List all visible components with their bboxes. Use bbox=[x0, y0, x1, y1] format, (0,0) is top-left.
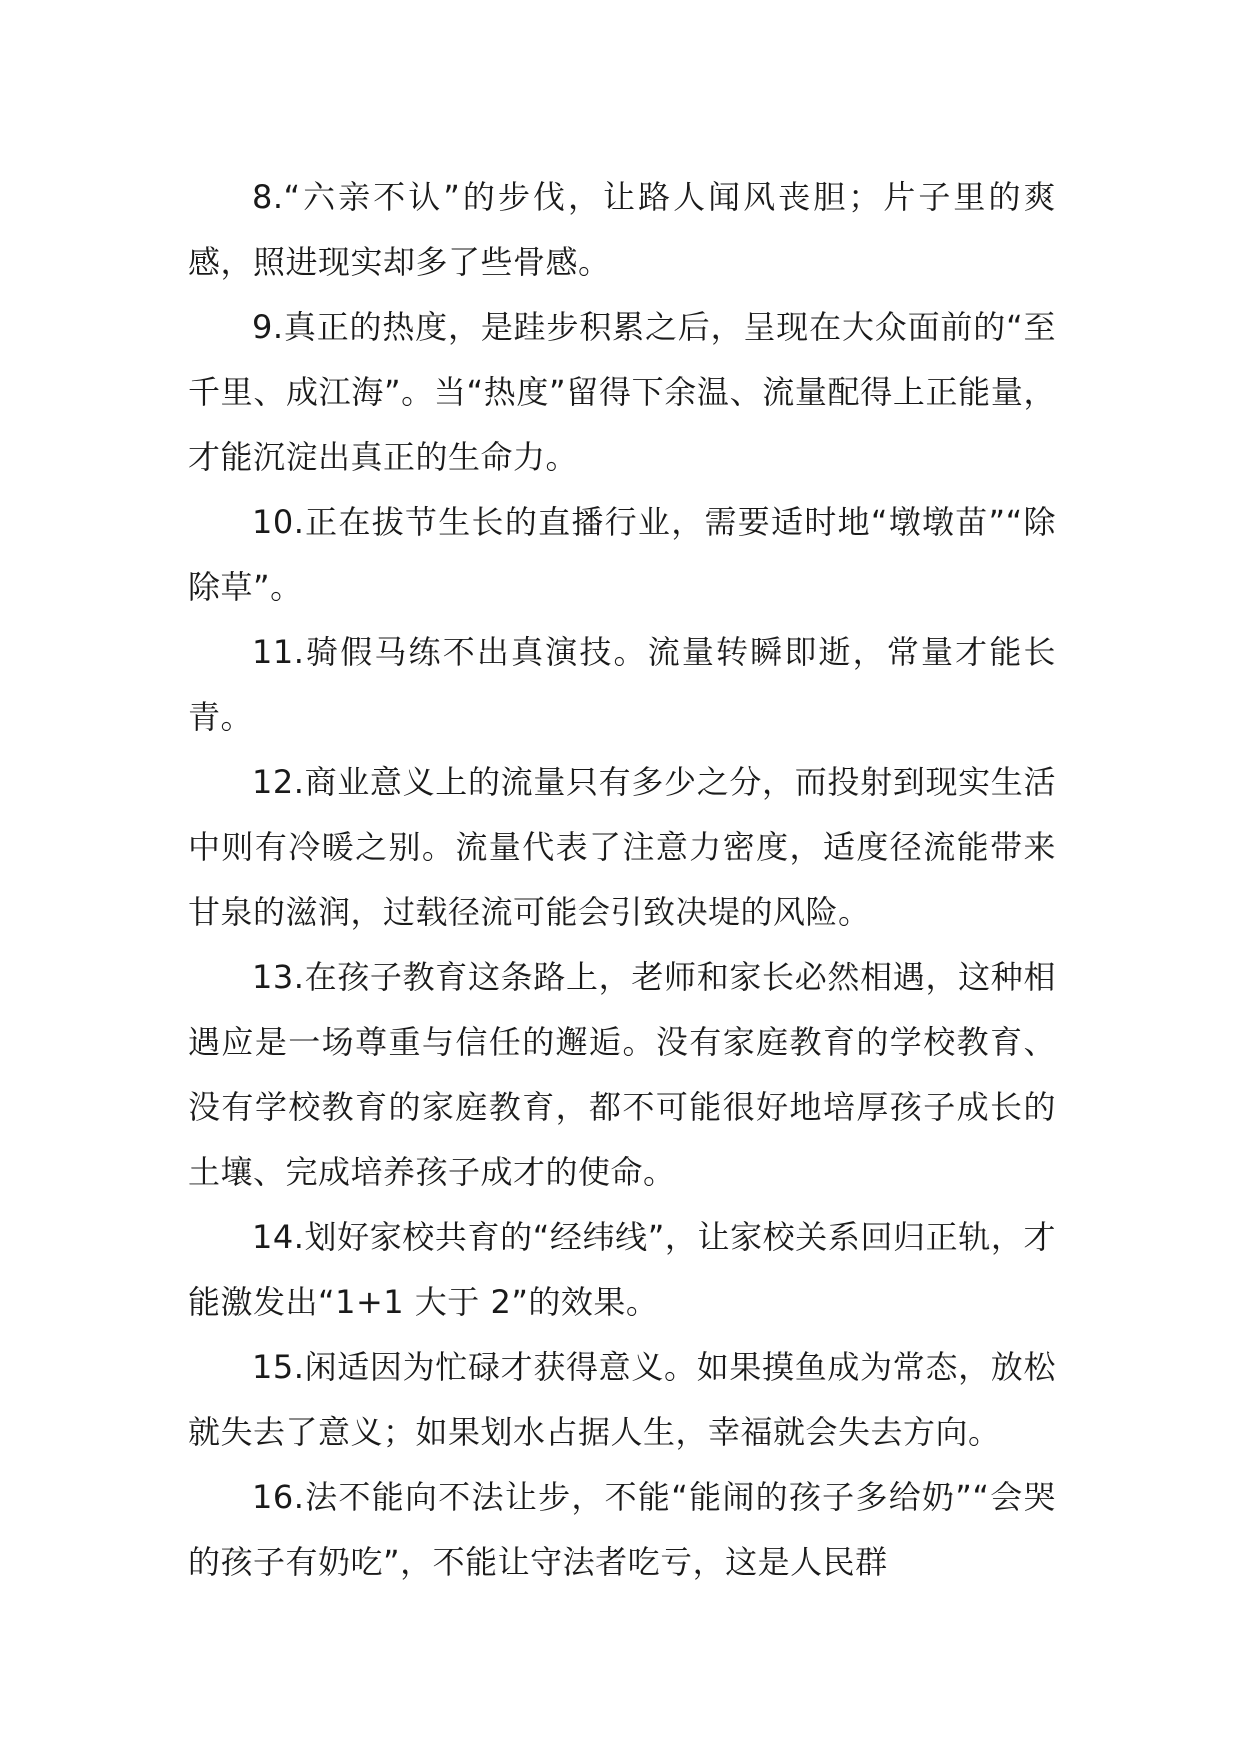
document-body bbox=[188, 165, 1056, 1595]
paragraph-12: 12.商业意义上的流量只有多少之分，而投射到现实生活中则有冷暖之别。流量代表了注意力密度，适度径流能带来甘泉的滋润，过载径流可能会引致决堤的风险。 bbox=[188, 763, 1056, 931]
paragraph-16: 16.法不能向不法让步，不能“能闹的孩子多给奶”“会哭的孩子有奶吃”，不能让守法者吃亏，这是人民群 bbox=[188, 1478, 1056, 1581]
paragraph-9: 9.真正的热度，是跬步积累之后，呈现在大众面前的“至千里、成江海”。当“热度”留得下余温、流量配得上正能量，才能沉淀出真正的生命力。 bbox=[188, 308, 1056, 476]
paragraph-13: 13.在孩子教育这条路上，老师和家长必然相遇，这种相遇应是一场尊重与信任的邂逅。没有家庭教育的学校教育、没有学校教育的家庭教育，都不可能很好地培厚孩子成长的土壤、完成培养孩子成才的使命。 bbox=[188, 958, 1056, 1191]
paragraph-8: 8.“六亲不认”的步伐，让路人闻风丧胆；片子里的爽感，照进现实却多了些骨感。 bbox=[188, 178, 1056, 281]
paragraph-11: 11.骑假马练不出真演技。流量转瞬即逝，常量才能长青。 bbox=[188, 633, 1056, 736]
paragraph-15: 15.闲适因为忙碌才获得意义。如果摸鱼成为常态，放松就失去了意义；如果划水占据人生，幸福就会失去方向。 bbox=[188, 1348, 1056, 1451]
paragraph-14: 14.划好家校共育的“经纬线”，让家校关系回归正轨，才能激发出“1+1 大于 2”的效果。 bbox=[188, 1218, 1056, 1321]
paragraph-10: 10.正在拔节生长的直播行业，需要适时地“墩墩苗”“除除草”。 bbox=[188, 503, 1056, 606]
